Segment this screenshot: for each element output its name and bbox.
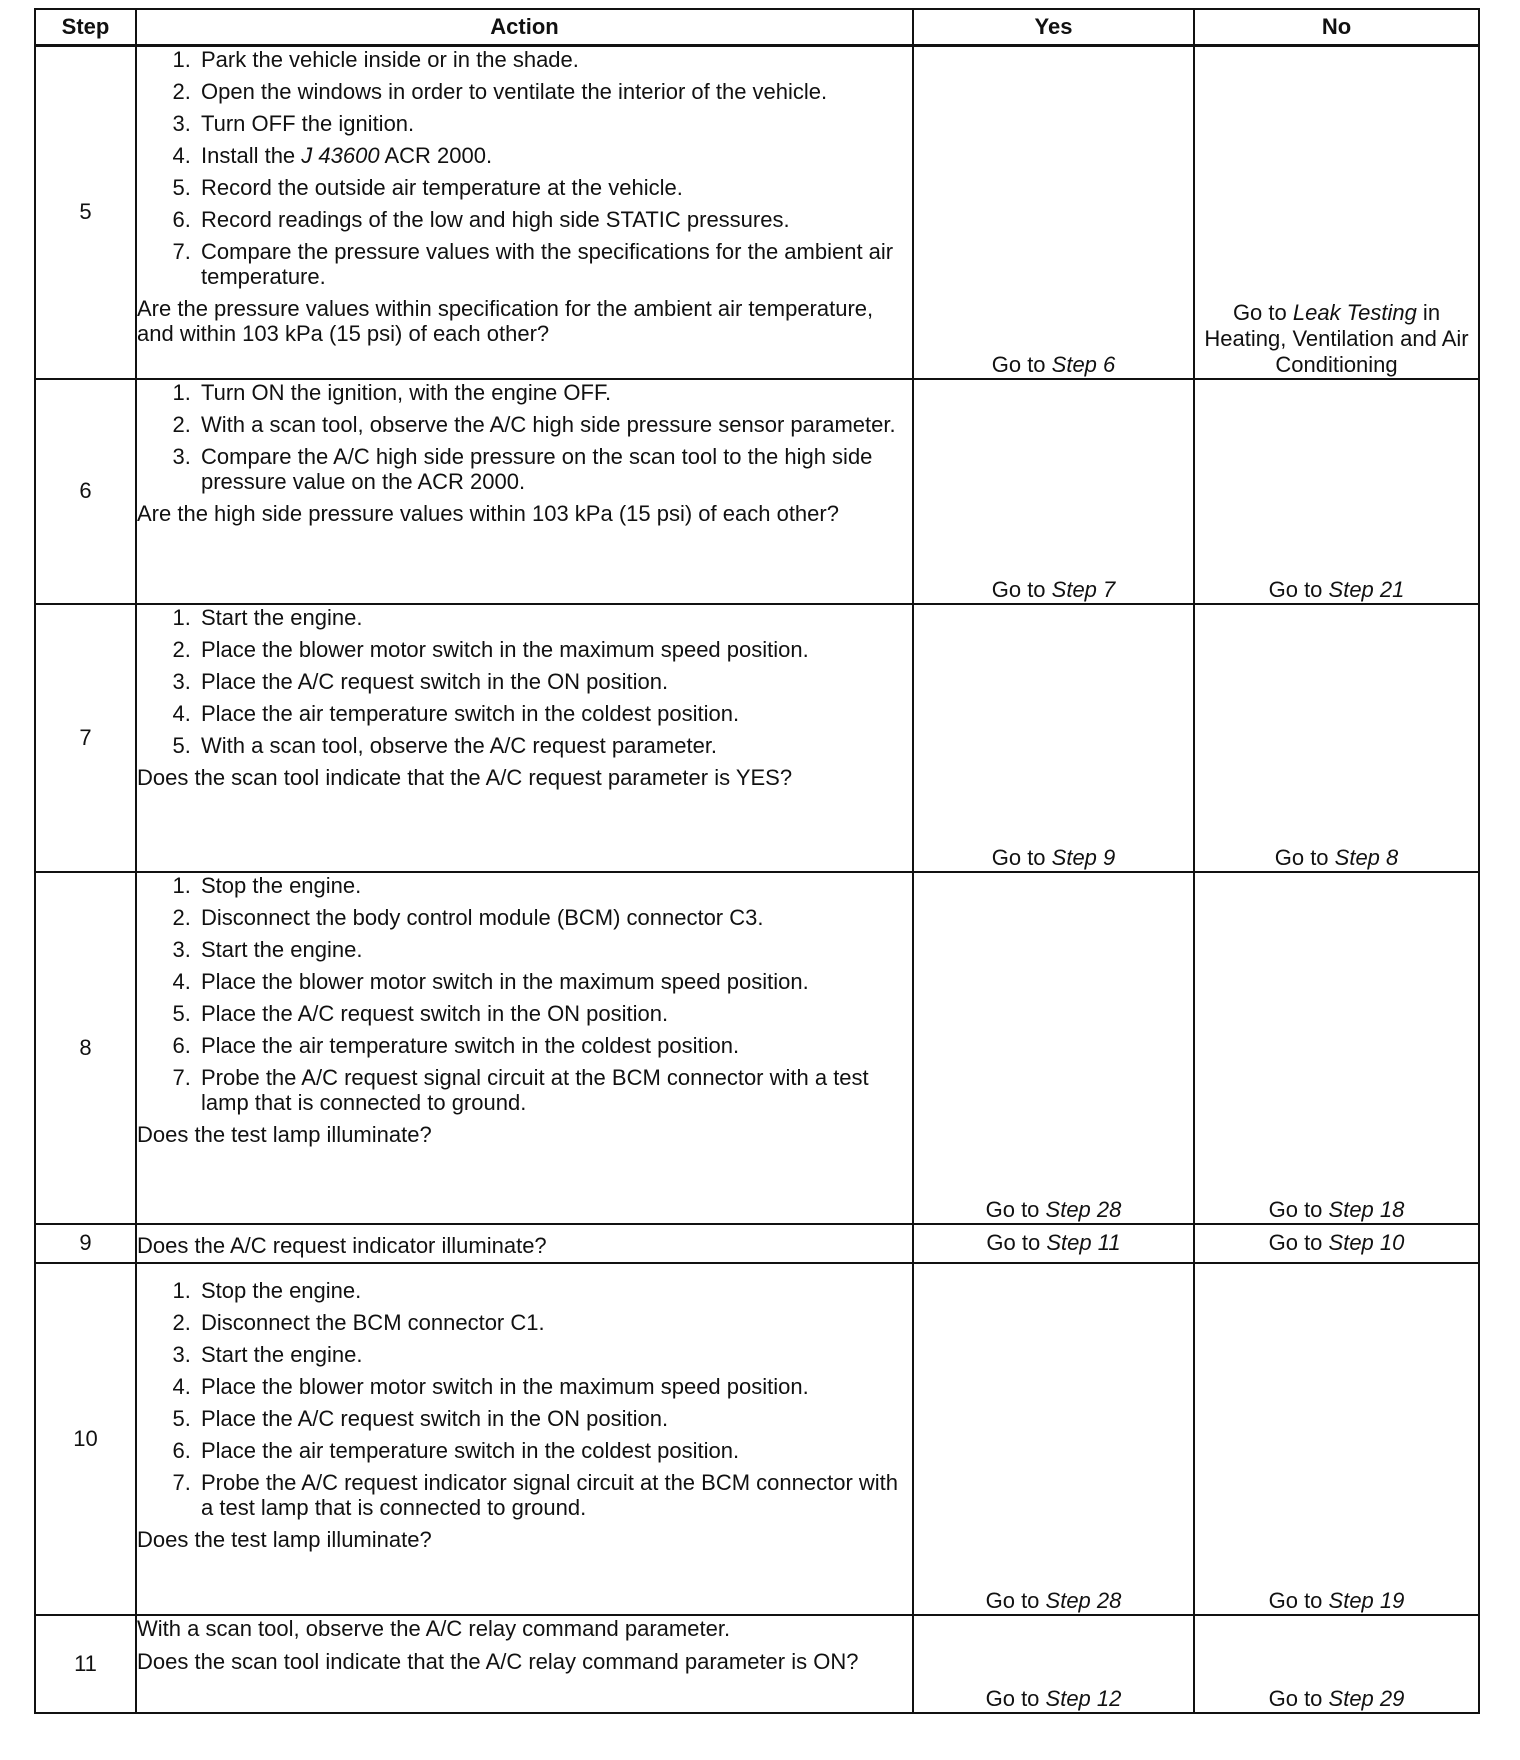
header-action: Action <box>136 9 913 46</box>
instruction-list <box>137 873 912 1115</box>
step-link[interactable]: Step 28 <box>1045 1196 1122 1222</box>
step-link[interactable]: Step 9 <box>1051 844 1116 870</box>
table-row <box>35 1263 1479 1615</box>
step-link[interactable]: Step 12 <box>1045 1685 1122 1711</box>
list-item: 4. Place the blower motor switch in the maximum speed position. <box>197 969 912 994</box>
question-text: Does the test lamp illuminate? <box>137 1526 432 1552</box>
instruction-list <box>137 605 912 758</box>
header-yes: Yes <box>913 9 1194 46</box>
step-number: 11 <box>35 1615 136 1713</box>
list-item: 2. Place the blower motor switch in the maximum speed position. <box>197 637 912 662</box>
step-link[interactable]: Step 10 <box>1328 1230 1405 1255</box>
leak-testing-link[interactable]: Leak Testing <box>1292 299 1417 325</box>
list-item: 6. Record readings of the low and high side STATIC pressures. <box>197 207 912 232</box>
step-link[interactable]: Step 29 <box>1328 1685 1405 1711</box>
list-item: 6. Place the air temperature switch in the coldest position. <box>197 1033 912 1058</box>
list-item: 3. Start the engine. <box>197 937 912 962</box>
yes-cell: Go to Step 6 <box>913 46 1194 379</box>
question-text: Does the A/C request indicator illuminate? <box>137 1232 547 1258</box>
no-cell: Go to Step 29 <box>1194 1615 1479 1713</box>
step-number: 7 <box>35 604 136 872</box>
step-number: 5 <box>35 46 136 379</box>
list-item: 2. Disconnect the BCM connector C1. <box>197 1310 912 1335</box>
list-item: 4. Place the air temperature switch in the coldest position. <box>197 701 912 726</box>
list-item: 7. Probe the A/C request signal circuit at the BCM connector with a test lamp that is connected to ground. <box>197 1065 912 1115</box>
step-link[interactable]: Step 8 <box>1334 844 1399 870</box>
action-cell <box>136 1615 913 1713</box>
no-cell: Go to Step 10 <box>1194 1224 1479 1263</box>
list-item: 3. Turn OFF the ignition. <box>197 111 912 136</box>
no-cell: Go to Step 18 <box>1194 872 1479 1224</box>
step-link[interactable]: Step 18 <box>1328 1196 1405 1222</box>
no-cell: Go to Step 8 <box>1194 604 1479 872</box>
list-item: 1. Turn ON the ignition, with the engine OFF. <box>197 380 912 405</box>
step-link[interactable]: Step 11 <box>1046 1230 1121 1255</box>
action-cell <box>136 46 913 379</box>
header-row <box>35 9 1479 46</box>
action-cell <box>136 379 913 604</box>
list-item: 2. With a scan tool, observe the A/C high side pressure sensor parameter. <box>197 412 912 437</box>
header-no: No <box>1194 9 1479 46</box>
yes-cell: Go to Step 28 <box>913 872 1194 1224</box>
yes-cell: Go to Step 12 <box>913 1615 1194 1713</box>
yes-cell: Go to Step 9 <box>913 604 1194 872</box>
list-item: 6. Place the air temperature switch in the coldest position. <box>197 1438 912 1463</box>
header-step: Step <box>35 9 136 46</box>
list-item: 1. Start the engine. <box>197 605 912 630</box>
list-item: 2. Disconnect the body control module (BCM) connector C3. <box>197 905 912 930</box>
instruction-list <box>137 1278 912 1520</box>
tool-number: J 43600 <box>301 143 380 168</box>
step-link[interactable]: Step 19 <box>1328 1587 1405 1613</box>
instruction-text: With a scan tool, observe the A/C relay command parameter. <box>137 1615 731 1641</box>
list-item: 1. Stop the engine. <box>197 1278 912 1303</box>
table-row <box>35 872 1479 1224</box>
no-cell: Go to Step 21 <box>1194 379 1479 604</box>
list-item: 3. Start the engine. <box>197 1342 912 1367</box>
yes-cell: Go to Step 7 <box>913 379 1194 604</box>
list-item: 4. Place the blower motor switch in the maximum speed position. <box>197 1374 912 1399</box>
list-item: 4. Install the J 43600 ACR 2000. <box>197 143 912 168</box>
list-item: 5. Record the outside air temperature at the vehicle. <box>197 175 912 200</box>
list-item: 3. Place the A/C request switch in the ON position. <box>197 669 912 694</box>
question-text: Does the scan tool indicate that the A/C relay command parameter is ON? <box>137 1648 859 1674</box>
table-row <box>35 604 1479 872</box>
step-number: 9 <box>35 1224 136 1263</box>
diagnostic-table <box>34 8 1480 1714</box>
action-cell <box>136 604 913 872</box>
list-item: 5. Place the A/C request switch in the ON position. <box>197 1001 912 1026</box>
step-link[interactable]: Step 6 <box>1051 351 1116 377</box>
action-cell <box>136 872 913 1224</box>
yes-cell: Go to Step 28 <box>913 1263 1194 1615</box>
question-text: Does the scan tool indicate that the A/C request parameter is YES? <box>137 764 793 790</box>
step-number: 6 <box>35 379 136 604</box>
step-link[interactable]: Step 28 <box>1045 1587 1122 1613</box>
question-text: Are the pressure values within specification for the ambient air temperature, and within 103 kPa (15 psi) of each other? <box>137 296 874 346</box>
list-item: 3. Compare the A/C high side pressure on the scan tool to the high side pressure value on the ACR 2000. <box>197 444 912 494</box>
step-link[interactable]: Step 7 <box>1051 576 1116 602</box>
step-link[interactable]: Step 21 <box>1328 576 1405 602</box>
table-row <box>35 379 1479 604</box>
table-row <box>35 1615 1479 1713</box>
list-item: 5. With a scan tool, observe the A/C request parameter. <box>197 733 912 758</box>
question-text: Does the test lamp illuminate? <box>137 1121 432 1147</box>
list-item: 7. Compare the pressure values with the specifications for the ambient air temperature. <box>197 239 912 289</box>
no-cell: Go to Step 19 <box>1194 1263 1479 1615</box>
step-number: 10 <box>35 1263 136 1615</box>
instruction-list <box>137 47 912 289</box>
list-item: 1. Stop the engine. <box>197 873 912 898</box>
list-item: 2. Open the windows in order to ventilate the interior of the vehicle. <box>197 79 912 104</box>
list-item: 7. Probe the A/C request indicator signal circuit at the BCM connector with a test lamp that is connected to ground. <box>197 1470 912 1520</box>
list-item: 5. Place the A/C request switch in the ON position. <box>197 1406 912 1431</box>
question-text: Are the high side pressure values within 103 kPa (15 psi) of each other? <box>137 500 839 526</box>
table-row <box>35 1224 1479 1263</box>
no-cell: Go to Leak Testing in Heating, Ventilation and Air Conditioning <box>1194 46 1479 379</box>
yes-cell: Go to Step 11 <box>913 1224 1194 1263</box>
step-number: 8 <box>35 872 136 1224</box>
instruction-list <box>137 380 912 494</box>
table-row <box>35 46 1479 379</box>
list-item: 1. Park the vehicle inside or in the shade. <box>197 47 912 72</box>
action-cell <box>136 1263 913 1615</box>
action-cell <box>136 1224 913 1263</box>
